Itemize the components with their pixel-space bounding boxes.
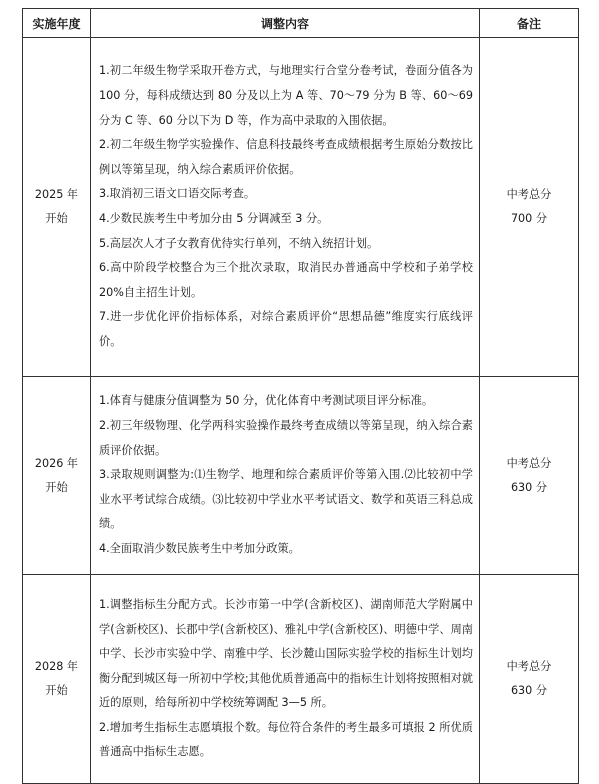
content-item: 3.取消初三语文口语交际考查。: [99, 187, 256, 201]
header-note: 备注: [480, 9, 579, 38]
policy-adjustment-table: [22, 8, 579, 784]
content-cell: [91, 377, 480, 575]
content-item: 6.高中阶段学校整合为三个批次录取，取消民办普通高中学校和子弟学校 20%自主招生计划。: [99, 261, 473, 299]
year-text: 2028 年: [34, 660, 79, 673]
content-item: 1.体育与健康分值调整为 50 分，优化体育中考测试项目评分标准。: [99, 394, 434, 408]
year-cell: [23, 38, 91, 377]
table-row: [23, 38, 579, 377]
table-row: [23, 377, 579, 575]
content-item: 4.少数民族考生中考加分由 5 分调减至 3 分。: [99, 212, 329, 225]
content-cell: [91, 575, 480, 784]
total-score-value: 630 分: [510, 480, 548, 494]
content-item: 5.高层次人才子女教育优待实行单列，不纳入统招计划。: [99, 236, 379, 250]
year-start-text: 开始: [45, 212, 68, 225]
content-item: 3.录取规则调整为:⑴生物学、地理和综合素质评价等第入围.⑵比较初中学业水平考试综合成绩。⑶比较初中学业水平考试语文、数学和英语三科总成绩。: [99, 468, 473, 531]
content-item: 1.初二年级生物学采取开卷方式，与地理实行合堂分卷考试，卷面分值各为 100 分，每科成绩达到 80 分及以上为 A 等、70～79 分为 B 等、60～69 分为 C 等、60 分以下为 D 等，作为高中录取的入围依据。: [99, 64, 473, 127]
year-start-text: 开始: [45, 684, 68, 697]
note-cell: [480, 377, 579, 575]
content-item: 2.初三年级物理、化学两科实验操作最终考查成绩以等第呈现，纳入综合素质评价依据。: [99, 419, 473, 457]
header-year: 实施年度: [23, 9, 91, 38]
total-score-value: 630 分: [510, 684, 548, 697]
year-start-text: 开始: [45, 480, 68, 494]
content-item: 2.增加考生指标生志愿填报个数。每位符合条件的考生最多可填报 2 所优质普通高中指标生志愿。: [99, 720, 473, 759]
note-cell: [480, 575, 579, 784]
total-score-label: 中考总分: [506, 456, 552, 470]
content-cell: [91, 38, 480, 377]
total-score-label: 中考总分: [506, 188, 552, 201]
year-text: 2026 年: [34, 456, 79, 470]
total-score-label: 中考总分: [506, 660, 552, 673]
content-item: 4.全面取消少数民族考生中考加分政策。: [99, 541, 300, 555]
year-cell: [23, 377, 91, 575]
content-item: 2.初二年级生物学实验操作、信息科技最终考查成绩根据考生原始分数按比例以等第呈现，纳入综合素质评价依据。: [99, 138, 473, 176]
note-cell: [480, 38, 579, 377]
content-item: 7.进一步优化评价指标体系，对综合素质评价“思想品德”维度实行底线评价。: [99, 310, 473, 348]
table-header-row: [23, 9, 579, 38]
total-score-value: 700 分: [510, 212, 548, 225]
content-item: 1.调整指标生分配方式。长沙市第一中学(含新校区)、湖南师范大学附属中学(含新校区)、长郡中学(含新校区)、雅礼中学(含新校区)、明德中学、周南中学、长沙市实验中学、南雅中学、长沙麓山国际实验学校的指标生计划均衡分配到城区每一所初中学校;其他优质普通高中的指标生计划将按照相对就近的原则，给每所初中学校统筹调配 3—5 所。: [99, 597, 473, 710]
year-cell: [23, 575, 91, 784]
header-content: 调整内容: [91, 9, 480, 38]
year-text: 2025 年: [34, 188, 79, 201]
table-row: [23, 575, 579, 784]
